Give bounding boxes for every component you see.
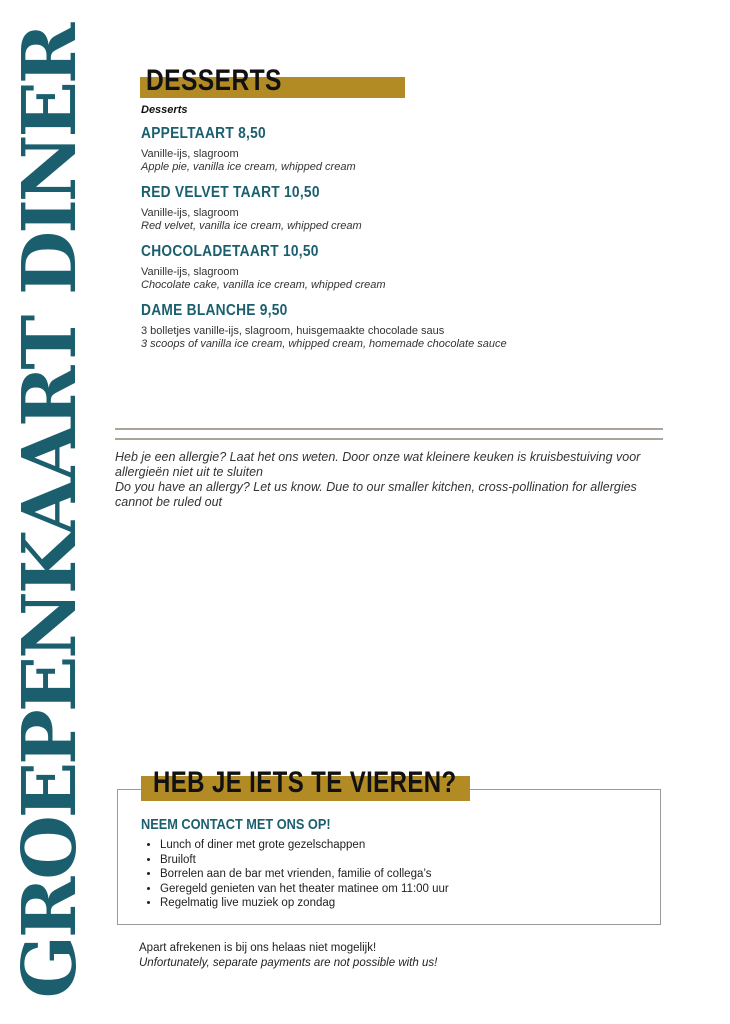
dish-name: RED VELVET TAART 10,50 — [141, 184, 320, 201]
dish-name: DAME BLANCHE 9,50 — [141, 302, 288, 319]
dish-description-en: Apple pie, vanilla ice cream, whipped cream — [141, 161, 356, 173]
dish-item — [141, 125, 356, 174]
dish-item — [141, 243, 386, 292]
list-item: • Borrelen aan de bar met vrienden, familie of collega’s — [160, 867, 449, 882]
dish-description-nl: Vanille-ijs, slagroom — [141, 266, 239, 278]
list-item: • Lunch of diner met grote gezelschappen — [160, 838, 449, 853]
celebrate-heading-text: HEB JE IETS TE VIEREN? — [153, 766, 457, 799]
payment-notice-nl: Apart afrekenen is bij ons helaas niet mogelijk! — [139, 942, 377, 954]
dish-description-en: Red velvet, vanilla ice cream, whipped cream — [141, 220, 362, 232]
dish-description-en: Chocolate cake, vanilla ice cream, whipped cream — [141, 279, 386, 291]
dish-description-en: 3 scoops of vanilla ice cream, whipped cream, homemade chocolate sauce — [141, 338, 507, 350]
desserts-subheading: Desserts — [141, 104, 188, 116]
celebrate-list — [145, 838, 449, 911]
divider-line — [115, 428, 663, 430]
contact-heading: NEEM CONTACT MET ONS OP! — [141, 816, 331, 833]
allergy-notice-en: Do you have an allergy? Let us know. Due to our smaller kitchen, cross-pollination for allergies cannot be ruled out — [115, 480, 637, 509]
list-item: • Geregeld genieten van het theater matinee om 11:00 uur — [160, 882, 449, 897]
dish-description-nl: 3 bolletjes vanille-ijs, slagroom, huisgemaakte chocolade saus — [141, 325, 445, 337]
side-title: GROEPENKAART DINER — [7, 25, 93, 999]
allergy-notice — [115, 450, 675, 510]
dish-description-nl: Vanille-ijs, slagroom — [141, 207, 239, 219]
dish-description-nl: Vanille-ijs, slagroom — [141, 148, 239, 160]
dish-item — [141, 184, 362, 233]
dish-item — [141, 302, 507, 351]
desserts-heading — [140, 60, 405, 100]
allergy-notice-nl: Heb je een allergie? Laat het ons weten. Door onze wat kleinere keuken is kruisbestuiving voor allergieën niet uit te sluiten — [115, 450, 641, 479]
dish-name: CHOCOLADETAART 10,50 — [141, 243, 319, 260]
list-item: • Bruiloft — [160, 853, 449, 868]
list-item: • Regelmatig live muziek op zondag — [160, 896, 449, 911]
desserts-heading-text: DESSERTS — [146, 64, 282, 97]
payment-notice-en: Unfortunately, separate payments are not possible with us! — [139, 957, 438, 969]
divider-line — [115, 438, 663, 440]
payment-notice — [139, 941, 437, 971]
celebrate-heading — [141, 764, 470, 804]
dish-name: APPELTAART 8,50 — [141, 125, 266, 142]
